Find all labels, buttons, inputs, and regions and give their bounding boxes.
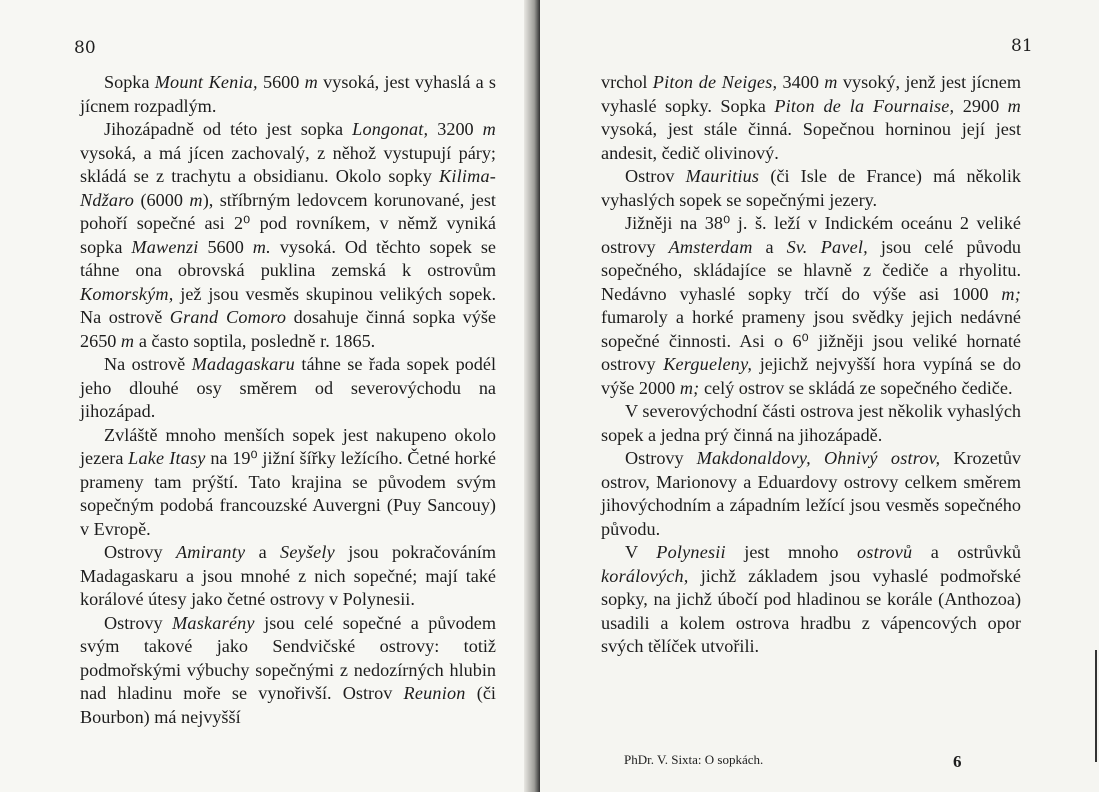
text-run: 5600	[198, 236, 253, 257]
text-run: (či Bourbon) má nejvyšší	[80, 683, 496, 727]
text-run: a často soptila, posledně r. 1865.	[134, 330, 376, 351]
right-page	[540, 0, 1099, 792]
text-run: jejichž nejvyšší hora vypíná se do výše 2000	[601, 354, 1022, 398]
italic-term: Maskarény	[172, 612, 255, 633]
sheet-signature-number: 6	[953, 752, 962, 771]
text-run: Na ostrově	[104, 354, 192, 374]
italic-term: ostrovů	[857, 542, 913, 562]
paragraph-p6	[80, 612, 496, 730]
text-run: 5600	[257, 72, 305, 92]
paragraph-q6	[601, 541, 1021, 659]
text-run: Jižněji na 38⁰ j. š. leží v Indickém oceánu 2 veliké ostrovy	[601, 213, 1021, 257]
text-run: jsou celé původu sopečného, skládajíce se hlavně z čediče a rhyolitu. Nedávno vyhaslé sopky trčí do výše asi 1000	[601, 236, 1022, 304]
text-run: Ostrovy	[104, 542, 176, 562]
italic-term: Polynesii	[656, 542, 726, 562]
left-page	[0, 0, 545, 792]
text-run: Ostrovy	[104, 612, 173, 633]
text-run: celý ostrov se skládá ze sopečného čediče.	[699, 377, 1013, 398]
italic-term: Sv. Pavel,	[786, 236, 868, 257]
text-run: vysoká, jest vyhaslá a s jícnem rozpadlým.	[80, 72, 496, 116]
italic-term: m	[824, 72, 838, 92]
italic-term: Longonat,	[352, 119, 429, 139]
text-run: na 19⁰ jižní šířky ležícího. Četné horké prameny tam prýští. Tato krajina se původem svým sopečným podobá francouzské Auvergni (Puy Sancouy) v Evropě.	[80, 448, 496, 539]
text-run: jest mnoho	[725, 542, 858, 562]
text-run: Zvláště mnoho menších sopek jest nakupeno okolo jezera	[80, 424, 496, 468]
text-run: jež jsou vesměs skupinou velikých sopek. Na ostrově	[80, 283, 496, 327]
page-footer-author: PhDr. V. Sixta: O sopkách.	[624, 752, 764, 767]
italic-term: Grand Comoro	[169, 307, 287, 327]
text-run: a ostrůvků	[912, 542, 1022, 562]
italic-term: Mawenzi	[131, 236, 199, 257]
italic-term: Amiranty	[175, 542, 246, 562]
text-run: táhne se řada sopek podél jeho dlouhé osy směrem od severovýchodu na jihozápad.	[80, 354, 496, 421]
text-run: a	[245, 542, 281, 562]
italic-term: m	[304, 72, 318, 92]
paragraph-q3	[601, 212, 1021, 400]
text-run: vrchol	[601, 72, 653, 92]
italic-term: m;	[679, 377, 700, 398]
italic-term: Seyšely	[280, 542, 335, 562]
text-run: vysoká. Od těchto sopek se táhne ona obrovská puklina zemská k ostrovům	[80, 236, 497, 280]
text-run: ), stříbrným ledovcem korunované, jest pohoří sopečné asi 2⁰ pod rovníkem, v němž vyniká sopka	[80, 189, 496, 257]
italic-term: m	[120, 330, 135, 351]
italic-term: Kergueleny,	[663, 354, 753, 374]
paragraph-q5	[601, 447, 1021, 541]
page-number-right: 81	[1011, 36, 1033, 56]
text-run: (6000	[134, 189, 190, 210]
text-run: V severovýchodní části ostrova jest několik vyhaslých sopek a jedna prý činná na jihozápadě.	[601, 401, 1021, 445]
italic-term: Madagaskaru	[191, 354, 295, 374]
text-run: (či Isle de France) má několik vyhaslých sopek se sopečnými jezery.	[601, 166, 1021, 210]
italic-term: Kilima-Ndžaro	[80, 166, 496, 210]
text-run: jsou celé sopečné a původem svým takové jako Sendvičské ostrovy: totiž podmořskými výbuchy sopečnými z nedozírných hlubin nad hladinu moře se vynořivší. Ostrov	[80, 612, 496, 703]
italic-term: Mount Kenia,	[154, 72, 258, 92]
right-page-text	[601, 71, 1021, 659]
left-page-text	[80, 71, 496, 729]
text-run: Ostrov	[625, 166, 686, 186]
italic-term: Mauritius	[685, 166, 760, 186]
italic-term: m.	[252, 236, 271, 257]
text-run: dosahuje činná sopka výše 2650	[80, 307, 497, 351]
italic-term: Komorským,	[80, 283, 174, 304]
italic-term: Makdonaldovy,	[696, 448, 811, 468]
text-run: vysoká, a má jícen zachovalý, z něhož vystupují páry; skládá se z trachytu a obsidianu. Okolo sopky	[80, 142, 496, 186]
text-run: jichž základem jsou vyhaslé podmořské sopky, na jichž úbočí pod hladinou se korále (Anthozoa) usadili a kolem ostrova hradbu z vápencových opor svých tělíček utvořili.	[601, 565, 1021, 656]
text-run: 2900	[954, 95, 1008, 116]
italic-term: m	[482, 119, 496, 139]
italic-term: m	[189, 189, 203, 210]
italic-term: Lake Itasy	[128, 448, 206, 468]
paragraph-q4	[601, 400, 1021, 447]
paragraph-p5	[80, 541, 496, 612]
italic-term: Piton de la Fournaise,	[774, 95, 955, 116]
italic-term: Ohnivý ostrov,	[823, 448, 941, 468]
page-number-left: 80	[74, 38, 96, 58]
italic-term: korálových,	[601, 565, 689, 586]
italic-term: Piton de Neiges,	[652, 72, 778, 92]
italic-term: m	[1007, 95, 1021, 116]
paragraph-p4	[80, 424, 496, 542]
text-run	[811, 448, 824, 468]
text-run: V	[625, 542, 657, 562]
text-run: jsou pokračováním Madagaskaru a jsou mnohé z nich sopečné; mají také korálové útesy jako četné ostrovy v Polynesii.	[80, 542, 497, 609]
italic-term: Amsterdam	[668, 236, 753, 257]
text-run: a	[752, 236, 787, 257]
paragraph-p1	[80, 71, 496, 118]
page-edge-shadow	[1095, 650, 1097, 762]
italic-term: Reunion	[403, 683, 466, 703]
text-run: 3400	[777, 72, 825, 92]
text-run: Sopka	[104, 72, 155, 92]
paragraph-p2	[80, 118, 496, 353]
paragraph-q2	[601, 165, 1021, 212]
text-run: vysoký, jenž jest jícnem vyhaslé sopky. Sopka	[601, 72, 1021, 116]
italic-term: m;	[1001, 283, 1021, 304]
paragraph-q1	[601, 71, 1021, 165]
text-run: 3200	[428, 119, 483, 139]
text-run: Jihozápadně od této jest sopka	[104, 119, 353, 139]
paragraph-p3	[80, 353, 496, 424]
text-run: vysoká, jest stále činná. Sopečnou horninou její jest andesit, čedič olivinový.	[601, 119, 1021, 163]
text-run: fumaroly a horké prameny jsou svědky jejich nedávné sopečné činnosti. Asi o 6⁰ jižněji jsou veliké hornaté ostrovy	[601, 307, 1021, 374]
text-run: Ostrovy	[625, 448, 697, 468]
text-run: Krozetův ostrov, Marionovy a Eduardovy ostrovy celkem směrem jihovýchodním a západním ležící jsou vesměs sopečného původu.	[601, 448, 1022, 539]
